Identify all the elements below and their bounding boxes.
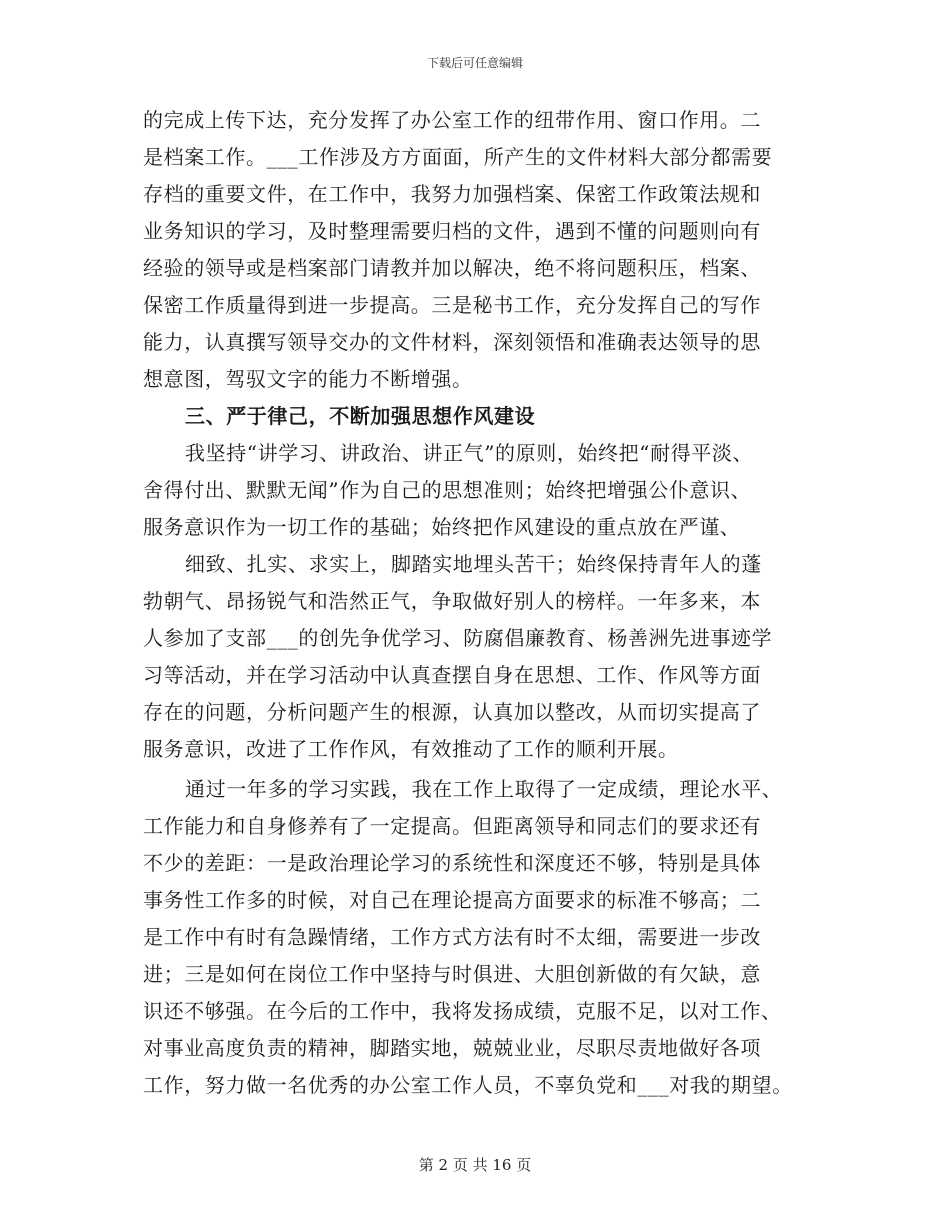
- paragraph-line: 的完成上传下达，充分发挥了办公室工作的纽带作用、窗口作用。二: [143, 108, 761, 132]
- paragraph-line: 我坚持“讲学习、讲政治、讲正气”的原则，始终把“耐得平淡、: [185, 441, 754, 465]
- page-header: 下载后可任意编辑: [426, 56, 523, 70]
- paragraph-2: [143, 435, 823, 546]
- paragraph-line: 经验的领导或是档案部门请教并加以解决，绝不将问题积压，档案、: [143, 256, 761, 280]
- paragraph-line: 服务意识作为一切工作的基础；始终把作风建设的重点放在严谨、: [143, 515, 741, 539]
- paragraph-line: 细致、扎实、求实上，脚踏实地埋头苦干；始终保持青年人的蓬: [185, 552, 762, 576]
- paragraph-4: [143, 771, 823, 1104]
- paragraph-line: 进；三是如何在岗位工作中坚持与时俱进、大胆创新做的有欠缺，意: [143, 962, 761, 986]
- paragraph-1: [143, 102, 823, 398]
- paragraph-line: 保密工作质量得到进一步提高。三是秘书工作，充分发挥自己的写作: [143, 293, 761, 317]
- paragraph-line: 对事业高度负责的精神，脚踏实地，兢兢业业，尽职尽责地做好各项: [143, 1036, 761, 1060]
- page-number: 第 2 页 共 16 页: [418, 1156, 532, 1174]
- paragraph-line: 习等活动，并在学习活动中认真查摆自身在思想、工作、作风等方面: [143, 663, 761, 687]
- paragraph-line: 不少的差距：一是政治理论学习的系统性和深度还不够，特别是具体: [143, 851, 761, 875]
- paragraph-line: 存档的重要文件，在工作中，我努力加强档案、保密工作政策法规和: [143, 182, 761, 206]
- paragraph-line: 通过一年多的学习实践，我在工作上取得了一定成绩，理论水平、: [185, 777, 783, 801]
- paragraph-line: 舍得付出、默默无闻”作为自己的思想准则；始终把增强公仆意识、: [143, 478, 752, 502]
- document-body: [143, 102, 823, 1104]
- paragraph-line: 存在的问题，分析问题产生的根源，认真加以整改，从而切实提高了: [143, 700, 761, 724]
- paragraph-line: 是工作中有时有急躁情绪，工作方式方法有时不太细，需要进一步改: [143, 925, 761, 949]
- paragraph-3: [143, 546, 823, 768]
- paragraph-line: 识还不够强。在今后的工作中，我将发扬成绩，克服不足，以对工作、: [143, 999, 782, 1023]
- paragraph-line: 想意图，驾驭文字的能力不断增强。: [143, 367, 473, 391]
- paragraph-line: 业务知识的学习，及时整理需要归档的文件，遇到不懂的问题则向有: [143, 219, 761, 243]
- paragraph-line: 工作能力和自身修养有了一定提高。但距离领导和同志们的要求还有: [143, 814, 761, 838]
- paragraph-line: 勃朝气、昂扬锐气和浩然正气，争取做好别人的榜样。一年多来，本: [143, 589, 761, 613]
- paragraph-line: 工作，努力做一名优秀的办公室工作人员，不辜负党和___对我的期望。: [143, 1073, 793, 1097]
- paragraph-line: 是档案工作。___工作涉及方方面面，所产生的文件材料大部分都需要: [143, 145, 773, 169]
- section-heading: 三、严于律己，不断加强思想作风建设: [185, 404, 536, 428]
- paragraph-line: 事务性工作多的时候，对自己在理论提高方面要求的标准不够高；二: [143, 888, 761, 912]
- paragraph-line: 服务意识，改进了工作作风，有效推动了工作的顺利开展。: [143, 737, 679, 761]
- paragraph-line: 人参加了支部___的创先争优学习、防腐倡廉教育、杨善洲先进事迹学: [143, 626, 773, 650]
- paragraph-line: 能力，认真撰写领导交办的文件材料，深刻领悟和准确表达领导的思: [143, 330, 761, 354]
